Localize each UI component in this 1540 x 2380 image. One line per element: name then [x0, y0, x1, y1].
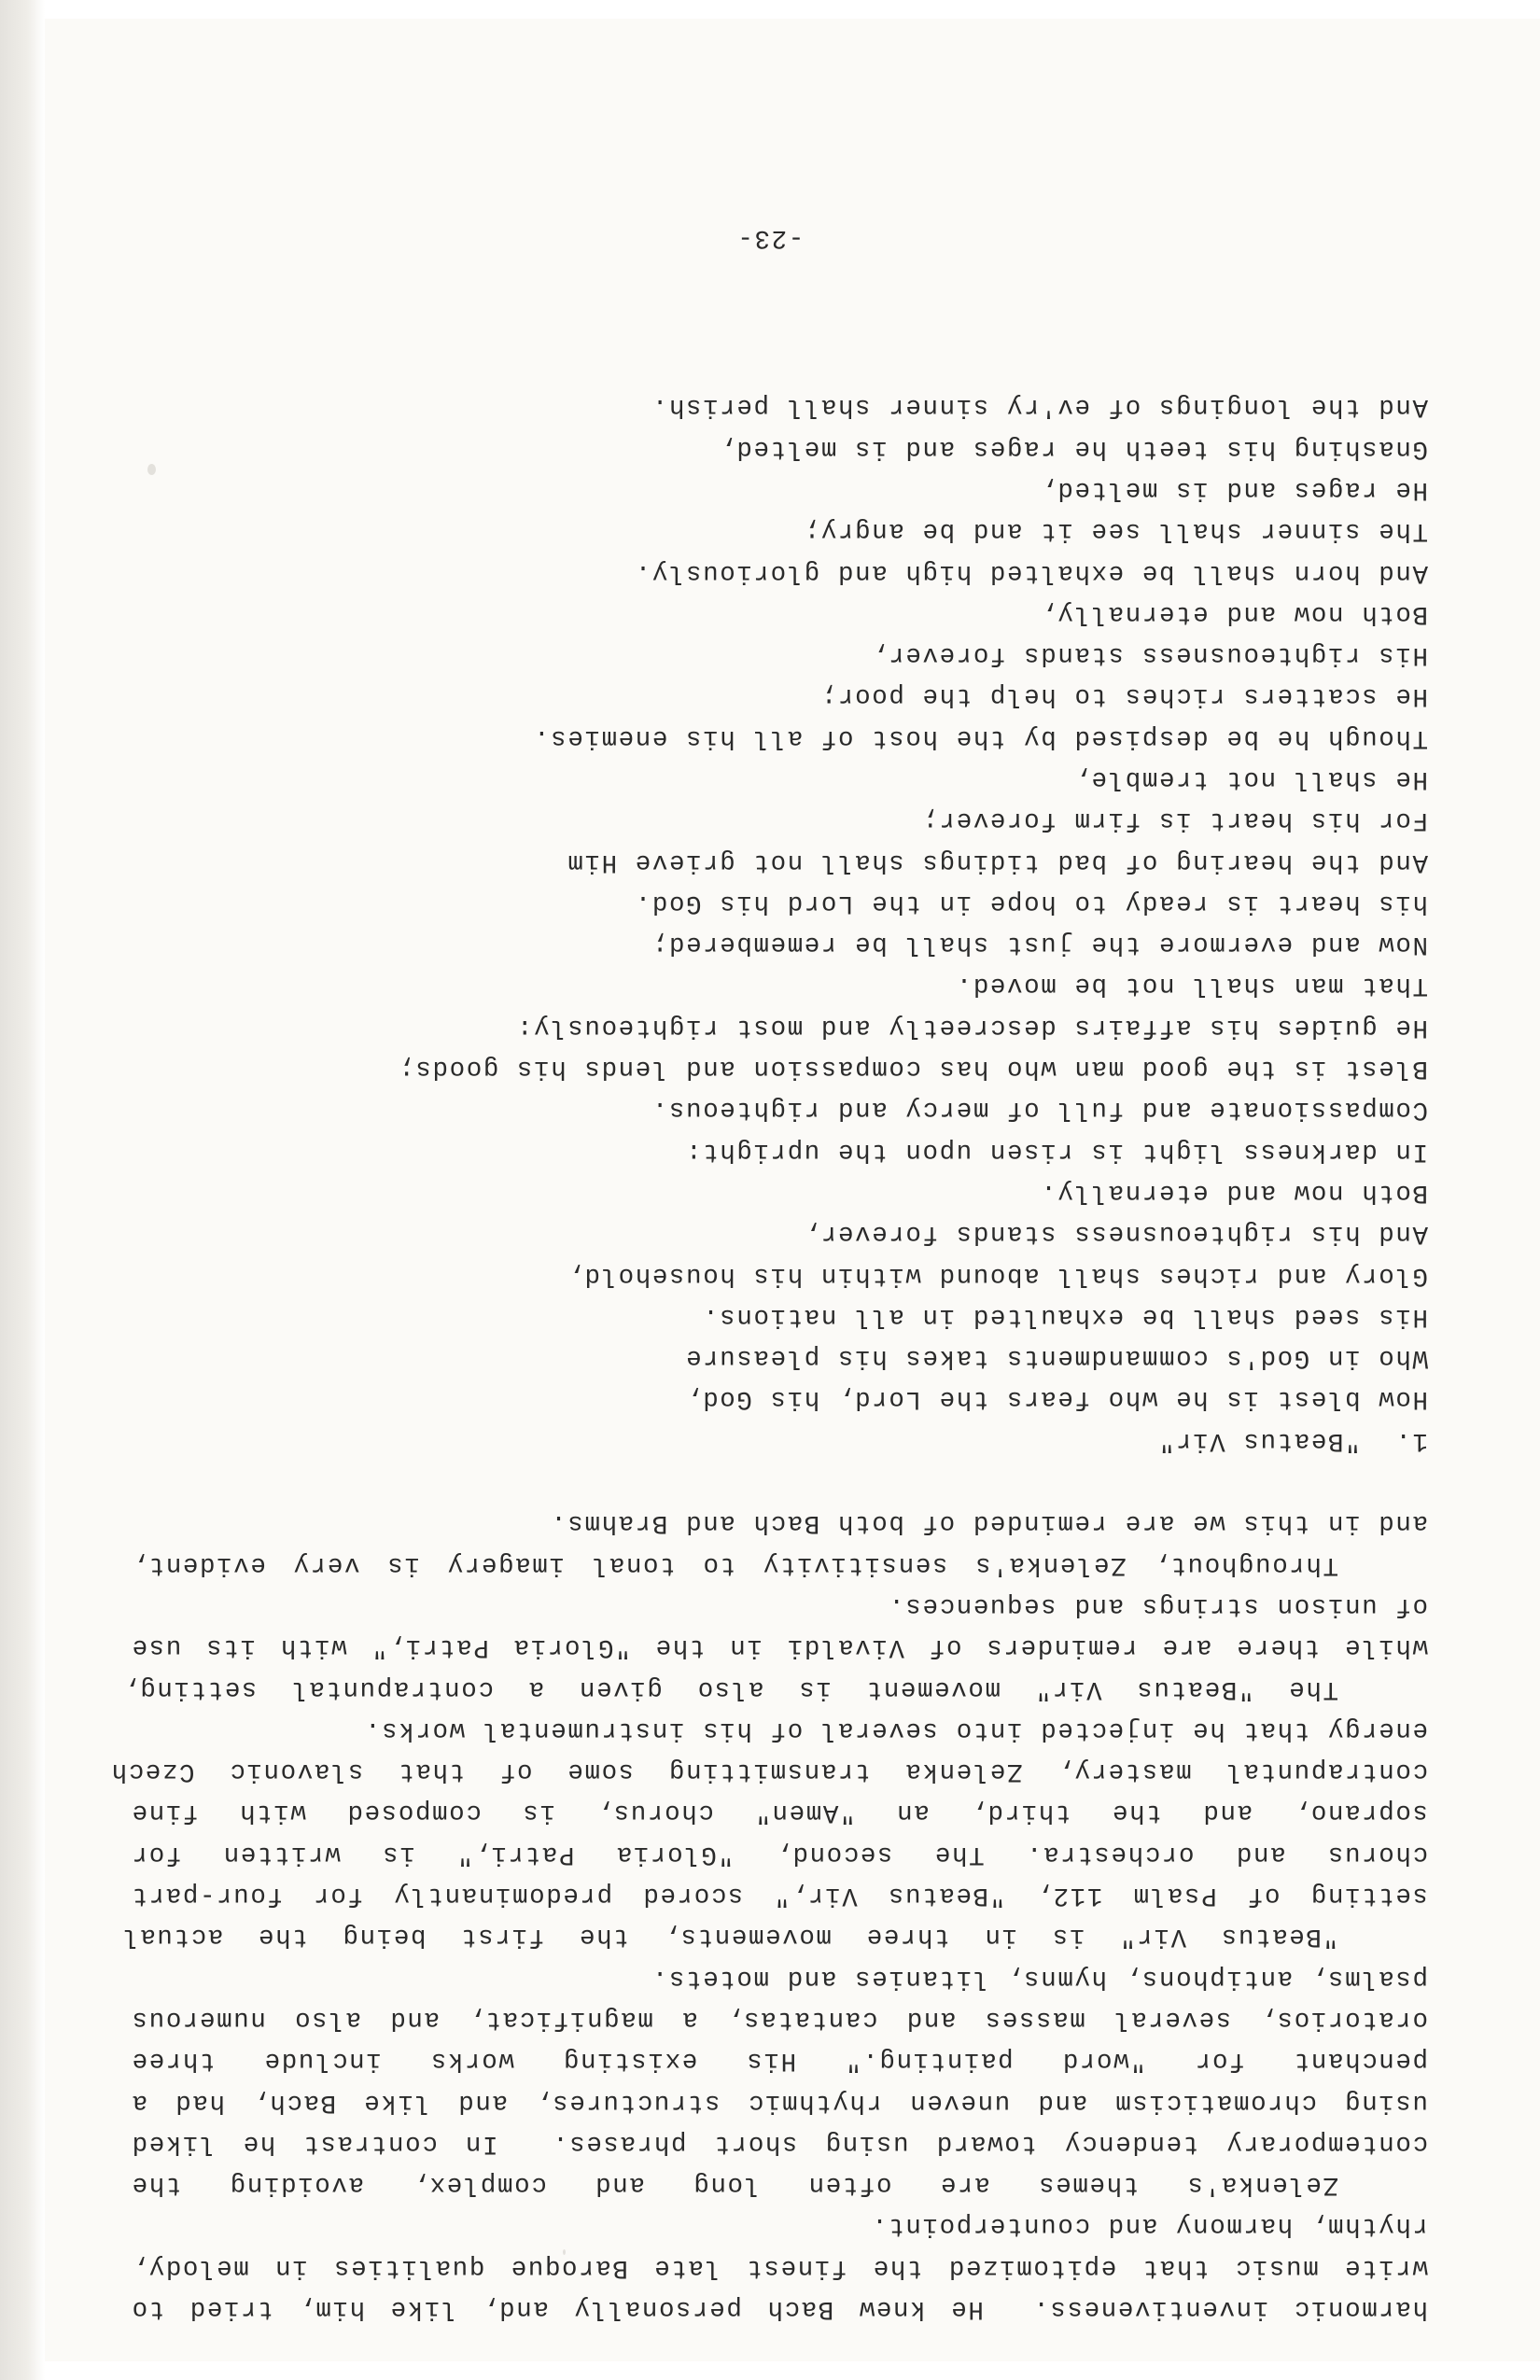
text-line: Throughout, Zelenka's sensitivity to tonal imagery is very evident,	[131, 1549, 1338, 1579]
poem-line: Both now and eternally,	[1039, 598, 1428, 628]
text-line: "Beatus Vir" is in three movements, the first being the actual	[121, 1922, 1338, 1952]
text-line: while there are reminders of Vivaldi in the "Gloria Patri," with its use	[131, 1632, 1428, 1662]
text-line: The "Beatus Vir" movement is also given a contrapuntal setting,	[121, 1673, 1338, 1703]
paragraph-3	[109, 1709, 1428, 1957]
poem-line: Glory and riches shall abound within his household,	[566, 1260, 1428, 1290]
text-line: setting of Psalm 112, "Beatus Vir," scored predominantly for four-part	[131, 1881, 1428, 1911]
text-line: and in this we are reminded of both Bach and Brahms.	[549, 1508, 1428, 1538]
text-line: contrapuntal mastery, Zelenka transmitting some of that slavonic Czech	[109, 1757, 1428, 1786]
poem-line: His righteousness stands forever,	[870, 640, 1428, 670]
poem-line: Now and evermore the just shall be remembered;	[651, 930, 1428, 959]
poem-line: He scatters riches to help the poor;	[819, 681, 1428, 711]
text-line: psalms, antiphons, hymns, litanies and motets.	[651, 1963, 1428, 1993]
text-line: contemporary tendency toward using short phrases. In contrast he liked	[131, 2128, 1428, 2158]
text-line: write music that epitomized the finest late Baroque qualities in melody,	[131, 2252, 1428, 2282]
text-line: penchant for "word painting." His existing works include three	[131, 2046, 1428, 2076]
paper-speck	[563, 2249, 566, 2255]
poem-line: his heart is ready to hope in the Lord his God.	[634, 888, 1428, 917]
poem-line: Compassionate and full of mercy and righteous.	[651, 1095, 1428, 1125]
poem-line: That man shall not be moved.	[955, 971, 1428, 1001]
psalm-text	[131, 385, 1428, 1419]
poem-line: He shall not tremble,	[1072, 764, 1428, 794]
poem-line: And horn shall be exhalted high and gloriously.	[634, 557, 1428, 587]
paragraph-5	[131, 1502, 1428, 1585]
text-line: soprano, and the third, an "Amen" chorus, is composed with fine	[131, 1798, 1428, 1827]
poem-line: The sinner shall see it and be angry;	[803, 516, 1428, 546]
paragraph-1	[131, 2205, 1428, 2329]
poem-line: In darkness light is risen upon the upright:	[684, 1136, 1428, 1166]
text-column	[109, 385, 1428, 2329]
poem-line: And his righteousness stands forever,	[803, 1219, 1428, 1249]
text-line: chorus and orchestra. The second, "Gloria Patri," is written for	[131, 1839, 1428, 1869]
text-line: harmonic inventiveness. He knew Bach personally and, like him, tried to	[131, 2294, 1428, 2323]
poem-line: Who in God's commandments takes his pleasure	[684, 1343, 1428, 1373]
text-line: of unison strings and sequences.	[887, 1590, 1428, 1620]
poem-line: And the longings of ev'ry sinner shall perish.	[651, 392, 1428, 422]
poem-line: He guides his affairs descreetly and most righteously:	[515, 1012, 1428, 1042]
paragraph-4	[121, 1585, 1428, 1709]
paper-speck	[147, 464, 156, 475]
poem-line: Both now and eternally.	[1039, 1177, 1428, 1207]
text-line: using chromaticism and uneven rhythmic structures, and like Bach, had a	[131, 2087, 1428, 2117]
poem-line: For his heart is firm forever;	[920, 805, 1428, 835]
poem-line: He rages and is melted,	[1039, 474, 1428, 504]
text-line: oratorios, several masses and cantatas, a magnificat, and also numerous	[131, 2004, 1428, 2034]
poem-line: Blest is the good man who has compassion and lends his goods;	[397, 1054, 1428, 1084]
poem-line: His seed shall be exhaulted in all nations.	[701, 1301, 1428, 1331]
section-heading: 1. "Beatus Vir"	[1157, 1425, 1428, 1455]
paragraph-2	[131, 1956, 1428, 2205]
poem-line: How blest is he who fears the Lord, his God,	[684, 1384, 1428, 1414]
section-gap	[131, 1461, 1428, 1502]
poem-line: Gnashing his teeth he rages and is melted,	[718, 433, 1428, 463]
poem-line: Though he be despised by the host of all his enemies.	[532, 722, 1428, 752]
text-line: Zelenka's themes are often long and complex, avoiding the	[131, 2170, 1338, 2200]
poem-line: And the hearing of bad tidings shall not grieve Him	[566, 847, 1428, 876]
page-number: -23-	[735, 223, 805, 252]
text-line: energy that he injected into several of his instrumental works.	[363, 1715, 1428, 1744]
text-line: rhythm, harmony and counterpoint.	[870, 2211, 1428, 2241]
